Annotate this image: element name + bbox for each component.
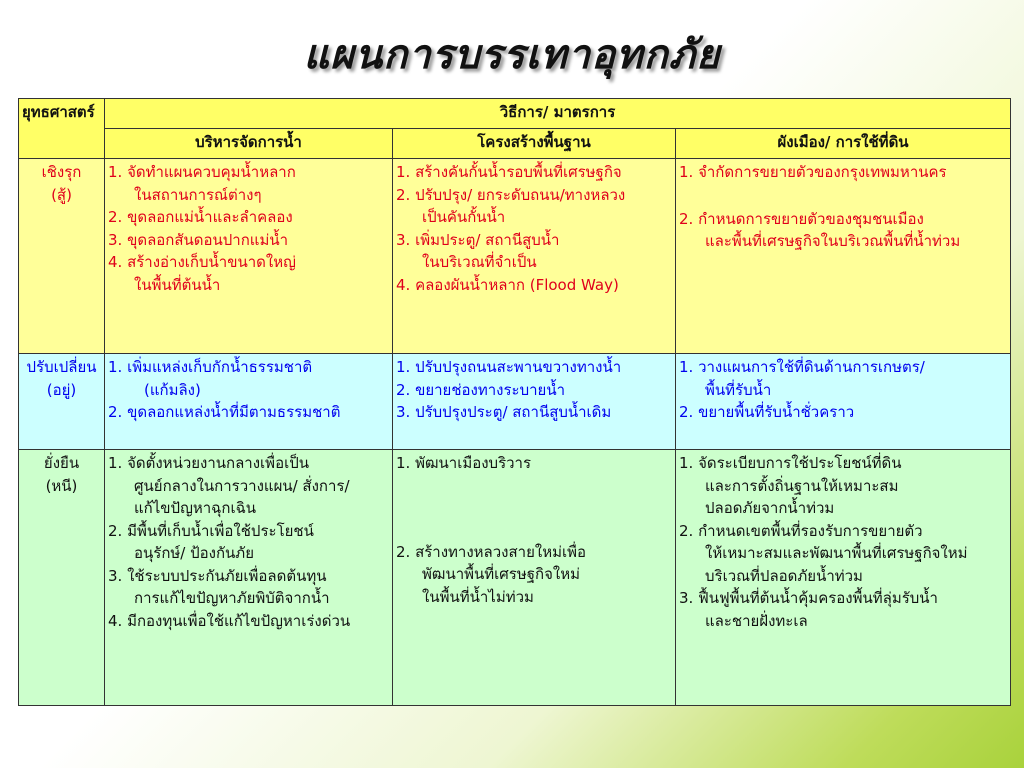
measure-item	[108, 184, 389, 207]
measure-text: ในสถานการณ์ต่างๆ	[134, 185, 262, 204]
measure-text: 1. จัดตั้งหน่วยงานกลางเพื่อเป็น	[108, 454, 309, 472]
table-row-sustainable	[19, 450, 1011, 706]
header-row-2	[19, 129, 1011, 159]
measure-text: 2. ขุดลอกแหล่งน้ำที่มีตามธรรมชาติ	[108, 403, 341, 421]
slide-title: แผนการบรรเทาอุทกภัย	[303, 32, 721, 78]
column-header-water-management	[105, 129, 393, 159]
strategy-name: เชิงรุก	[41, 163, 82, 181]
measure-item	[396, 586, 672, 609]
measure-item	[679, 497, 1007, 520]
measure-item	[396, 356, 672, 379]
measure-text: 2. กำหนดการขยายตัวของชุมชนเมือง	[679, 209, 924, 228]
measure-item	[108, 379, 389, 402]
measure-item	[679, 161, 1007, 184]
measure-item	[679, 452, 1007, 475]
measure-item	[679, 208, 1007, 231]
measure-item	[108, 565, 389, 588]
cell-infrastructure	[393, 354, 676, 450]
measure-item	[108, 497, 389, 520]
measure-list	[679, 161, 1007, 253]
measure-item	[679, 542, 1007, 565]
measure-text: 1. สร้างคันกั้นน้ำรอบพื้นที่เศรษฐกิจ	[396, 163, 622, 181]
spacer	[396, 475, 672, 541]
measure-text: ในพื้นที่น้ำไม่ท่วม	[422, 587, 534, 606]
measure-text: 1. วางแผนการใช้ที่ดินด้านการเกษตร/	[679, 358, 925, 376]
strategy-cell-sustainable	[19, 450, 105, 706]
measure-text: 2. สร้างทางหลวงสายใหม่เพื่อ	[396, 542, 586, 561]
header-row-1	[19, 99, 1011, 129]
cell-water-management	[105, 450, 393, 706]
strategy-subtitle: (หนี)	[45, 476, 78, 495]
measure-item	[679, 610, 1007, 633]
measure-text: 2. กำหนดเขตพื้นที่รองรับการขยายตัว	[679, 521, 923, 540]
measure-item	[108, 161, 389, 184]
flood-plan-table	[18, 98, 1011, 706]
measure-text: ในบริเวณที่จำเป็น	[422, 253, 537, 271]
measure-item	[108, 356, 389, 379]
measure-list	[396, 356, 672, 424]
measure-item	[108, 542, 389, 565]
measure-item	[679, 401, 1007, 424]
methods-header	[105, 99, 1011, 129]
strategy-name: ปรับเปลี่ยน	[26, 358, 97, 376]
cell-land-use	[676, 159, 1011, 354]
measure-item	[108, 452, 389, 475]
measure-item	[396, 251, 672, 274]
measure-text: 4. คลองผันน้ำหลาก (Flood Way)	[396, 275, 619, 294]
measure-item	[396, 401, 672, 424]
measure-text: ศูนย์กลางในการวางแผน/ สั่งการ/	[134, 476, 350, 495]
measure-text: 4. สร้างอ่างเก็บน้ำขนาดใหญ่	[108, 253, 296, 271]
measure-text: 2. ปรับปรุง/ ยกระดับถนน/ทางหลวง	[396, 185, 626, 204]
measure-text: 1. จัดทำแผนควบคุมน้ำหลาก	[108, 163, 296, 181]
measure-text: 3. ปรับปรุงประตู/ สถานีสูบน้ำเดิม	[396, 403, 612, 421]
measure-item	[108, 229, 389, 252]
measure-item	[108, 475, 389, 498]
measure-item	[396, 206, 672, 229]
measure-item	[679, 356, 1007, 379]
strategy-subtitle: (อยู่)	[46, 380, 77, 399]
column-header-land-use	[676, 129, 1011, 159]
measure-text: 1. พัฒนาเมืองบริวาร	[396, 454, 532, 472]
measure-item	[396, 274, 672, 297]
measure-text: และการตั้งถิ่นฐานให้เหมาะสม	[705, 476, 899, 495]
measure-text: ให้เหมาะสมและพัฒนาพื้นที่เศรษฐกิจใหม่	[705, 544, 968, 562]
measure-list	[679, 356, 1007, 424]
measure-item	[108, 610, 389, 633]
measure-item	[108, 401, 389, 424]
measure-text: 2. มีพื้นที่เก็บน้ำเพื่อใช้ประโยชน์	[108, 521, 314, 540]
measure-text: เป็นคันกั้นน้ำ	[422, 208, 506, 226]
measure-item	[396, 563, 672, 586]
strategy-cell-proactive	[19, 159, 105, 354]
measure-text: พัฒนาพื้นที่เศรษฐกิจใหม่	[422, 565, 580, 583]
measure-text: พื้นที่รับน้ำ	[705, 380, 772, 399]
measure-item	[679, 230, 1007, 253]
measure-item	[396, 379, 672, 402]
measure-text: แก้ไขปัญหาฉุกเฉิน	[134, 499, 257, 517]
measure-text: 4. มีกองทุนเพื่อใช้แก้ไขปัญหาเร่งด่วน	[108, 611, 351, 630]
measure-item	[396, 161, 672, 184]
column-header-infrastructure	[393, 129, 676, 159]
measure-text: ในพื้นที่ต้นน้ำ	[134, 275, 221, 294]
measure-text: 3. ฟื้นฟูพื้นที่ต้นน้ำคุ้มครองพื้นที่ลุ่มรับน้ำ	[679, 589, 938, 607]
measure-item	[108, 520, 389, 543]
measure-list	[108, 356, 389, 424]
measure-item	[108, 206, 389, 229]
measure-text: 1. ปรับปรุงถนนสะพานขวางทางน้ำ	[396, 358, 622, 376]
measure-text: 2. ขยายช่องทางระบายน้ำ	[396, 380, 566, 399]
measure-item	[679, 379, 1007, 402]
strategy-cell-adaptive	[19, 354, 105, 450]
measure-text: 3. ใช้ระบบประกันภัยเพื่อลดต้นทุน	[108, 566, 327, 585]
measure-text: 1. เพิ่มแหล่งเก็บกักน้ำธรรมชาติ	[108, 358, 313, 376]
methods-header-label: วิธีการ/ มาตรการ	[499, 103, 616, 121]
measure-text: 1. จำกัดการขยายตัวของกรุงเทพมหานคร	[679, 163, 947, 181]
cell-land-use	[676, 354, 1011, 450]
table-row-proactive	[19, 159, 1011, 354]
measure-text: ปลอดภัยจากน้ำท่วม	[705, 499, 835, 517]
measure-text: 3. ขุดลอกสันดอนปากแม่น้ำ	[108, 230, 289, 249]
measure-list	[108, 452, 389, 632]
strategy-header	[19, 99, 105, 159]
measure-item	[679, 565, 1007, 588]
measure-text: บริเวณที่ปลอดภัยน้ำท่วม	[705, 566, 863, 585]
measure-item	[679, 520, 1007, 543]
cell-water-management	[105, 354, 393, 450]
column-header-label: ผังเมือง/ การใช้ที่ดิน	[777, 133, 909, 151]
measure-item	[108, 587, 389, 610]
cell-land-use	[676, 450, 1011, 706]
spacer	[679, 184, 1007, 208]
measure-text: 1. จัดระเบียบการใช้ประโยชน์ที่ดิน	[679, 454, 902, 472]
strategy-name: ยั่งยืน	[43, 454, 80, 472]
measure-text: อนุรักษ์/ ป้องกันภัย	[134, 544, 254, 562]
measure-item	[396, 184, 672, 207]
measure-text: 2. ขยายพื้นที่รับน้ำชั่วคราว	[679, 403, 855, 421]
strategy-subtitle: (สู้)	[51, 185, 72, 204]
measure-item	[679, 587, 1007, 610]
measure-item	[108, 274, 389, 297]
measure-text: (แก้มลิง)	[144, 380, 201, 399]
measure-list	[108, 161, 389, 296]
measure-text: และชายฝั่งทะเล	[705, 611, 808, 630]
measure-text: 3. เพิ่มประตู/ สถานีสูบน้ำ	[396, 230, 560, 249]
measure-text: การแก้ไขปัญหาภัยพิบัติจากน้ำ	[134, 589, 330, 607]
cell-infrastructure	[393, 159, 676, 354]
measure-list	[396, 452, 672, 608]
cell-water-management	[105, 159, 393, 354]
measure-item	[396, 541, 672, 564]
measure-item	[108, 251, 389, 274]
strategy-header-label: ยุทธศาสตร์	[22, 103, 95, 121]
measure-item	[396, 452, 672, 475]
measure-list	[396, 161, 672, 296]
measure-item	[396, 229, 672, 252]
column-header-label: โครงสร้างพื้นฐาน	[477, 133, 591, 151]
measure-item	[679, 475, 1007, 498]
measure-text: และพื้นที่เศรษฐกิจในบริเวณพื้นที่น้ำท่วม	[705, 232, 961, 250]
measure-text: 2. ขุดลอกแม่น้ำและลำคลอง	[108, 208, 293, 226]
measure-list	[679, 452, 1007, 632]
table-row-adaptive	[19, 354, 1011, 450]
cell-infrastructure	[393, 450, 676, 706]
column-header-label: บริหารจัดการน้ำ	[195, 133, 302, 151]
